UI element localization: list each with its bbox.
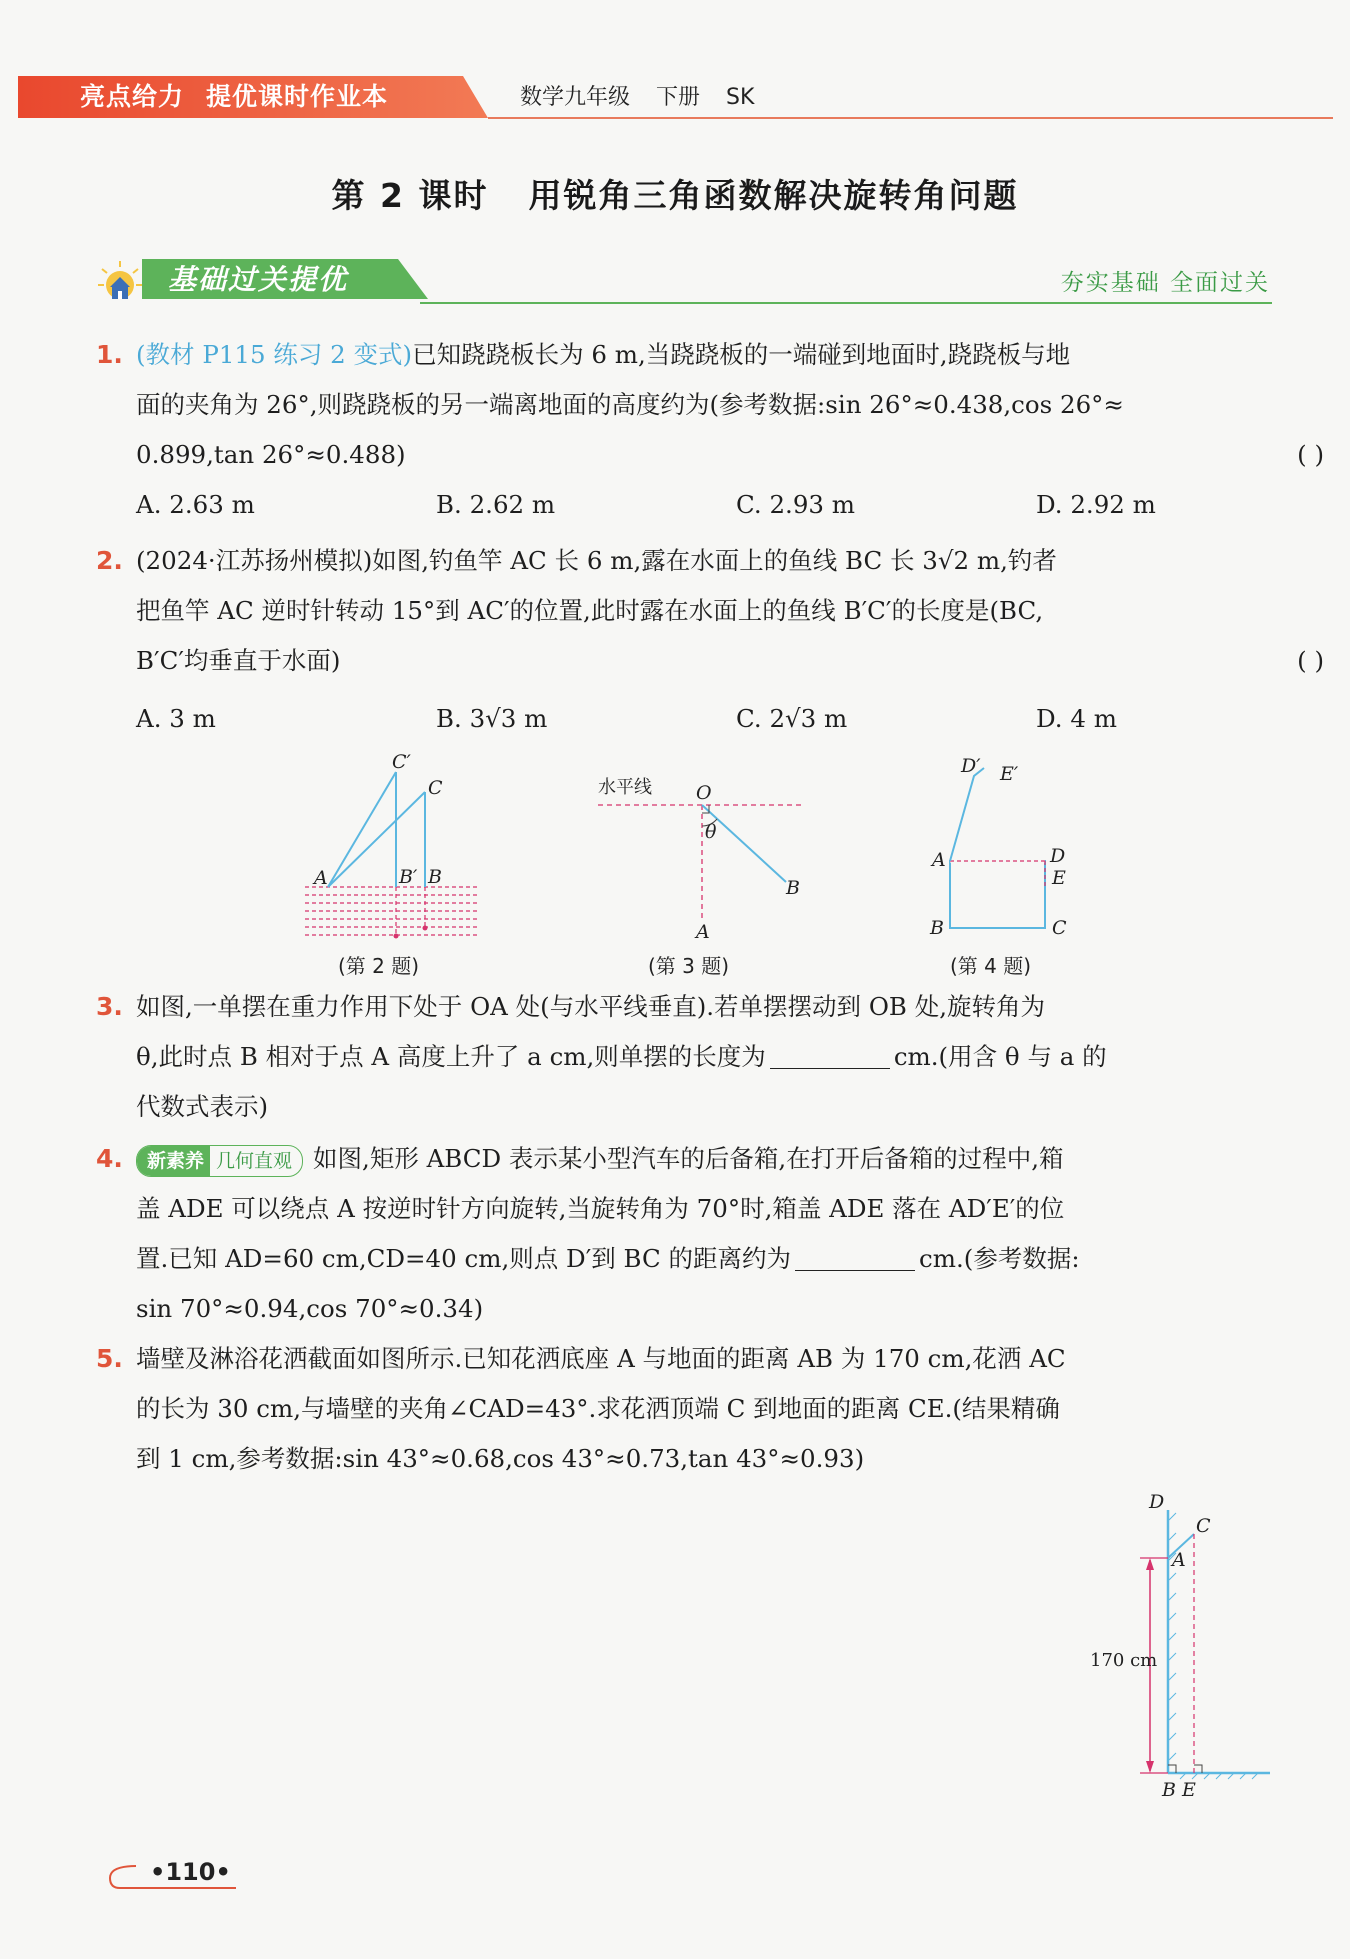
page-number: •110• xyxy=(150,1858,231,1886)
question-line: 盖 ADE 可以绕点 A 按逆时针方向旋转,当旋转角为 70°时,箱盖 ADE 落在 AD′E′的位 xyxy=(136,1194,1065,1223)
option-b: B. 2.62 m xyxy=(436,490,556,519)
figure-4 xyxy=(920,748,1080,948)
figure-3 xyxy=(590,770,820,945)
question-number: 4. xyxy=(96,1144,123,1173)
question-text: 已知跷跷板长为 6 m,当跷跷板的一端碰到地面时,跷跷板与地 xyxy=(412,340,1071,369)
question-line: 到 1 cm,参考数据:sin 43°≈0.68,cos 43°≈0.73,tan 43°≈0.93) xyxy=(136,1444,865,1473)
header-subject: 数学九年级 xyxy=(520,85,631,110)
header-volume: 下册 xyxy=(656,85,701,110)
lesson-title xyxy=(0,170,1350,217)
label-theta: θ xyxy=(705,821,717,843)
question-source: (教材 P115 练习 2 变式) xyxy=(136,340,413,369)
header-series xyxy=(80,76,410,118)
section-slogan: 夯实基础 全面过关 xyxy=(1060,270,1270,296)
label-a: A xyxy=(1172,1549,1186,1571)
label-e: E xyxy=(1052,867,1066,889)
label-height: 170 cm xyxy=(1090,1650,1158,1671)
answer-parentheses: ( ) xyxy=(1297,646,1324,675)
header-edition: SK xyxy=(726,85,755,110)
literacy-tag xyxy=(136,1145,303,1177)
label-b-prime: B′ xyxy=(399,866,418,888)
section-title: 基础过关提优 xyxy=(168,263,349,296)
question-line xyxy=(136,330,1070,380)
answer-parentheses: ( ) xyxy=(1297,440,1324,469)
question-line: 的长为 30 cm,与墙壁的夹角∠CAD=43°.求花洒顶端 C 到地面的距离 CE.(结果精确 xyxy=(136,1394,1060,1423)
header-series-name: 亮点给力 xyxy=(80,82,185,111)
question-line xyxy=(136,1134,1064,1184)
header-book-name: 提优课时作业本 xyxy=(206,82,389,111)
label-e: E xyxy=(1182,1779,1196,1801)
label-o: O xyxy=(696,782,712,804)
question-5 xyxy=(96,1334,1276,1484)
figure-2-caption: (第 2 题) xyxy=(338,954,420,978)
tag-secondary: 几何直观 xyxy=(216,1149,293,1172)
question-number: 3. xyxy=(96,992,123,1021)
option-d: D. 4 m xyxy=(1036,704,1117,733)
header-info xyxy=(520,78,780,118)
label-b: B xyxy=(1162,1779,1176,1801)
question-line xyxy=(136,1032,1107,1082)
label-d: D xyxy=(1050,845,1066,867)
question-number: 5. xyxy=(96,1344,123,1373)
section-rule xyxy=(420,302,1272,304)
answer-blank[interactable] xyxy=(770,1038,890,1069)
tag-primary: 新素养 xyxy=(137,1146,210,1176)
question-4 xyxy=(96,1134,1276,1334)
label-a: A xyxy=(696,921,710,943)
question-line: 面的夹角为 26°,则跷跷板的另一端离地面的高度约为(参考数据:sin 26°≈0.438,cos 26°≈ xyxy=(136,390,1124,419)
figure-5 xyxy=(1080,1490,1280,1810)
question-line: 代数式表示) xyxy=(136,1092,269,1121)
option-c: C. 2.93 m xyxy=(736,490,856,519)
question-number: 1. xyxy=(96,340,123,369)
label-a: A xyxy=(314,867,328,889)
label-b: B xyxy=(930,917,944,939)
sun-house-icon xyxy=(98,261,142,299)
label-a: A xyxy=(932,849,946,871)
question-text: θ,此时点 B 相对于点 A 高度上升了 a cm,则单摆的长度为 xyxy=(136,1042,766,1071)
figure-2 xyxy=(300,750,490,945)
lesson-number: 第 2 课时 xyxy=(331,176,489,215)
question-line xyxy=(136,1234,1080,1284)
question-text: cm.(参考数据: xyxy=(919,1244,1080,1273)
question-2 xyxy=(96,536,1324,746)
question-number: 2. xyxy=(96,546,123,575)
lesson-topic: 用锐角三角函数解决旋转角问题 xyxy=(528,176,1019,215)
option-a: A. 2.63 m xyxy=(136,490,255,519)
question-text: 置.已知 AD=60 cm,CD=40 cm,则点 D′到 BC 的距离约为 xyxy=(136,1244,792,1273)
figure-4-caption: (第 4 题) xyxy=(950,954,1032,978)
answer-blank[interactable] xyxy=(795,1240,915,1271)
label-b: B xyxy=(428,866,442,888)
pendulum-line xyxy=(702,805,786,882)
question-text: cm.(用含 θ 与 a 的 xyxy=(893,1042,1107,1071)
rotated-lid xyxy=(950,768,984,861)
question-1 xyxy=(96,330,1324,530)
question-line: sin 70°≈0.94,cos 70°≈0.34) xyxy=(136,1294,484,1323)
question-line: 墙壁及淋浴花洒截面如图所示.已知花洒底座 A 与地面的距离 AB 为 170 cm,花洒 AC xyxy=(136,1344,1066,1373)
question-text: 如图,矩形 ABCD 表示某小型汽车的后备箱,在打开后备箱的过程中,箱 xyxy=(313,1144,1064,1173)
label-c-prime: C′ xyxy=(392,751,411,773)
option-a: A. 3 m xyxy=(136,704,216,733)
label-b: B xyxy=(786,877,800,899)
label-d-prime: D′ xyxy=(961,755,981,777)
label-c: C xyxy=(1196,1515,1211,1537)
question-3 xyxy=(96,982,1276,1132)
question-line: 如图,一单摆在重力作用下处于 OA 处(与水平线垂直).若单摆摆动到 OB 处,旋转角为 xyxy=(136,992,1045,1021)
question-line: B′C′均垂直于水面) xyxy=(136,646,341,675)
option-c: C. 2√3 m xyxy=(736,704,848,733)
question-line: 把鱼竿 AC 逆时针转动 15°到 AC′的位置,此时露在水面上的鱼线 B′C′的长度是(BC, xyxy=(136,596,1044,625)
label-d: D xyxy=(1149,1491,1165,1513)
figure-3-caption: (第 3 题) xyxy=(648,954,730,978)
label-c: C xyxy=(428,777,443,799)
option-b: B. 3√3 m xyxy=(436,704,548,733)
question-line: (2024·江苏扬州模拟)如图,钓鱼竿 AC 长 6 m,露在水面上的鱼线 BC 长 3√2 m,钓者 xyxy=(136,546,1057,575)
option-d: D. 2.92 m xyxy=(1036,490,1156,519)
label-horizontal: 水平线 xyxy=(598,777,652,798)
question-line: 0.899,tan 26°≈0.488) xyxy=(136,440,406,469)
label-c: C xyxy=(1052,917,1067,939)
trunk-rectangle xyxy=(950,861,1045,928)
label-e-prime: E′ xyxy=(1000,763,1019,785)
header-rule xyxy=(488,117,1333,119)
